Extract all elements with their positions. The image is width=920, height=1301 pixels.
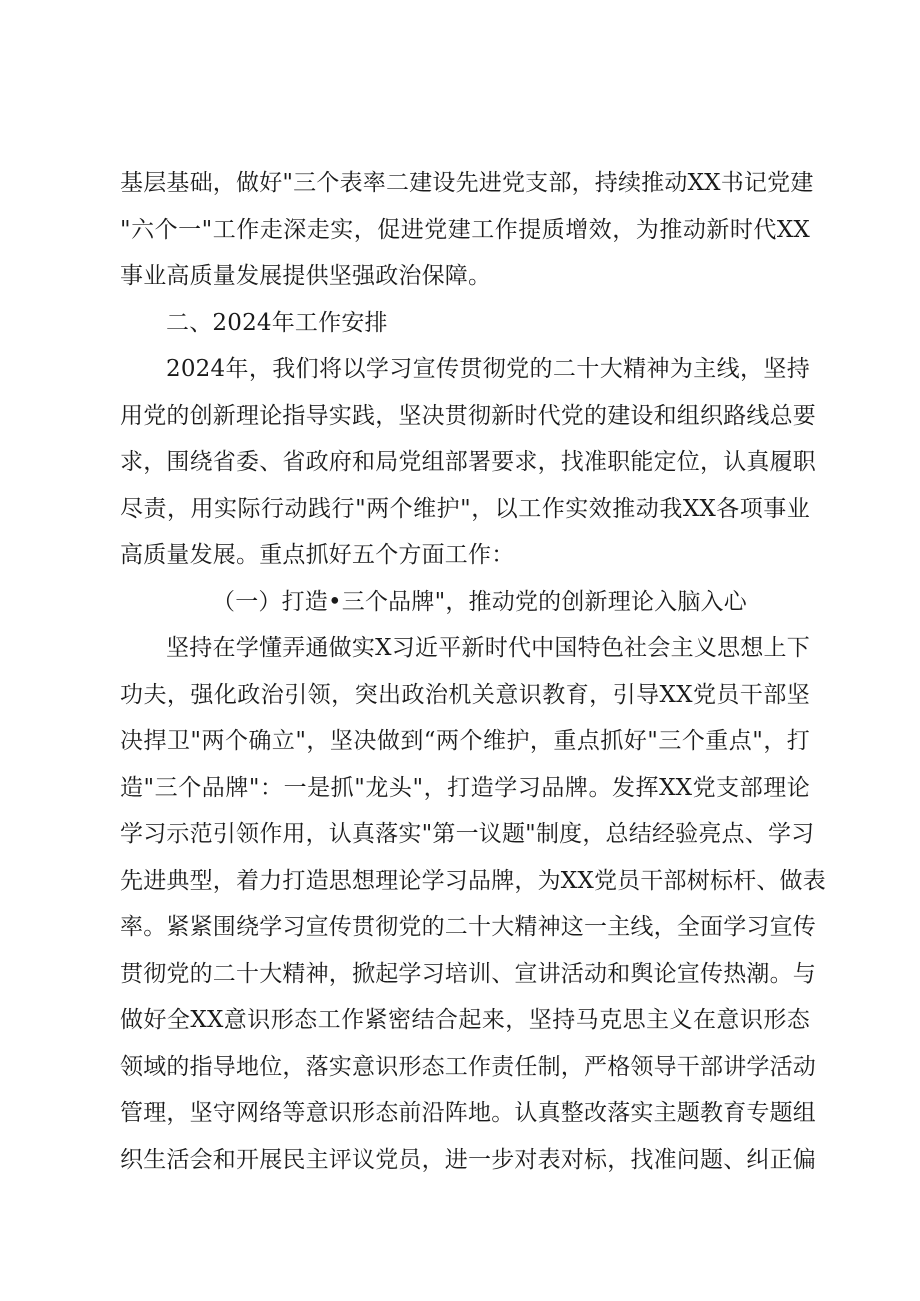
paragraph-line: 尽责，用实际行动践行"两个维护"，以工作实效推动我XX各项事业 bbox=[120, 495, 810, 522]
paragraph-line: 管理，坚守网络等意识形态前沿阵地。认真整改落实主题教育专题组 bbox=[120, 1100, 816, 1126]
paragraph-line: 学习示范引领作用，认真落实"第一议题"制度，总结经验亮点、学习 bbox=[120, 821, 815, 847]
paragraph-line: 事业高质量发展提供坚强政治保障。 bbox=[120, 263, 492, 289]
paragraph-line: 领域的指导地位，落实意识形态工作责任制，严格领导干部讲学活动 bbox=[120, 1053, 816, 1080]
paragraph-line: 先进典型，着力打造思想理论学习品牌，为XX党员干部树标杆、做表 bbox=[120, 867, 826, 894]
subheading: （一）打造•三个品牌"，推动党的创新理论入脑入心 bbox=[212, 588, 747, 615]
paragraph-line: 坚持在学懂弄通做实X习近平新时代中国特色社会主义思想上下 bbox=[166, 635, 810, 661]
paragraph-line: 2024年，我们将以学习宣传贯彻党的二十大精神为主线，坚持 bbox=[166, 356, 810, 382]
paragraph-2 bbox=[120, 346, 816, 579]
paragraph-line: "六个一"工作走深走实，促进党建工作提质增效，为推动新时代XX bbox=[120, 216, 810, 243]
paragraph-line: 做好全XX意识形态工作紧密结合起来，坚持马克思主义在意识形态 bbox=[120, 1007, 810, 1033]
paragraph-3 bbox=[120, 625, 826, 1183]
paragraph-line: 基层基础，做好"三个表率二建设先进党支部，持续推动XX书记党建 bbox=[120, 170, 814, 196]
paragraph-line: 造"三个品牌"：一是抓"龙头"，打造学习品牌。发挥XX党支部理论 bbox=[120, 774, 810, 801]
section-heading: 二、2024年工作安排 bbox=[166, 309, 388, 336]
paragraph-line: 率。紧紧围绕学习宣传贯彻党的二十大精神这一主线，全面学习宣传 bbox=[120, 914, 816, 940]
paragraph-line: 贯彻党的二十大精神，掀起学习培训、宣讲活动和舆论宣传热潮。与 bbox=[120, 960, 816, 987]
paragraph-line: 织生活会和开展民主评议党员，进一步对表对标，找准问题、纠正偏 bbox=[120, 1146, 816, 1173]
paragraph-line: 功夫，强化政治引领，突出政治机关意识教育，引导XX党员干部坚 bbox=[120, 681, 810, 708]
paragraph-1 bbox=[120, 160, 814, 300]
paragraph-line: 高质量发展。重点抓好五个方面工作： bbox=[120, 542, 515, 568]
paragraph-line: 求，围绕省委、省政府和局党组部署要求，找准职能定位，认真履职 bbox=[120, 449, 816, 475]
document-body bbox=[120, 160, 826, 1183]
paragraph-line: 用党的创新理论指导实践，坚决贯彻新时代党的建设和组织路线总要 bbox=[120, 402, 816, 429]
paragraph-line: 决捍卫"两个确立"，坚决做到“两个维护，重点抓好"三个重点"，打 bbox=[120, 728, 810, 754]
